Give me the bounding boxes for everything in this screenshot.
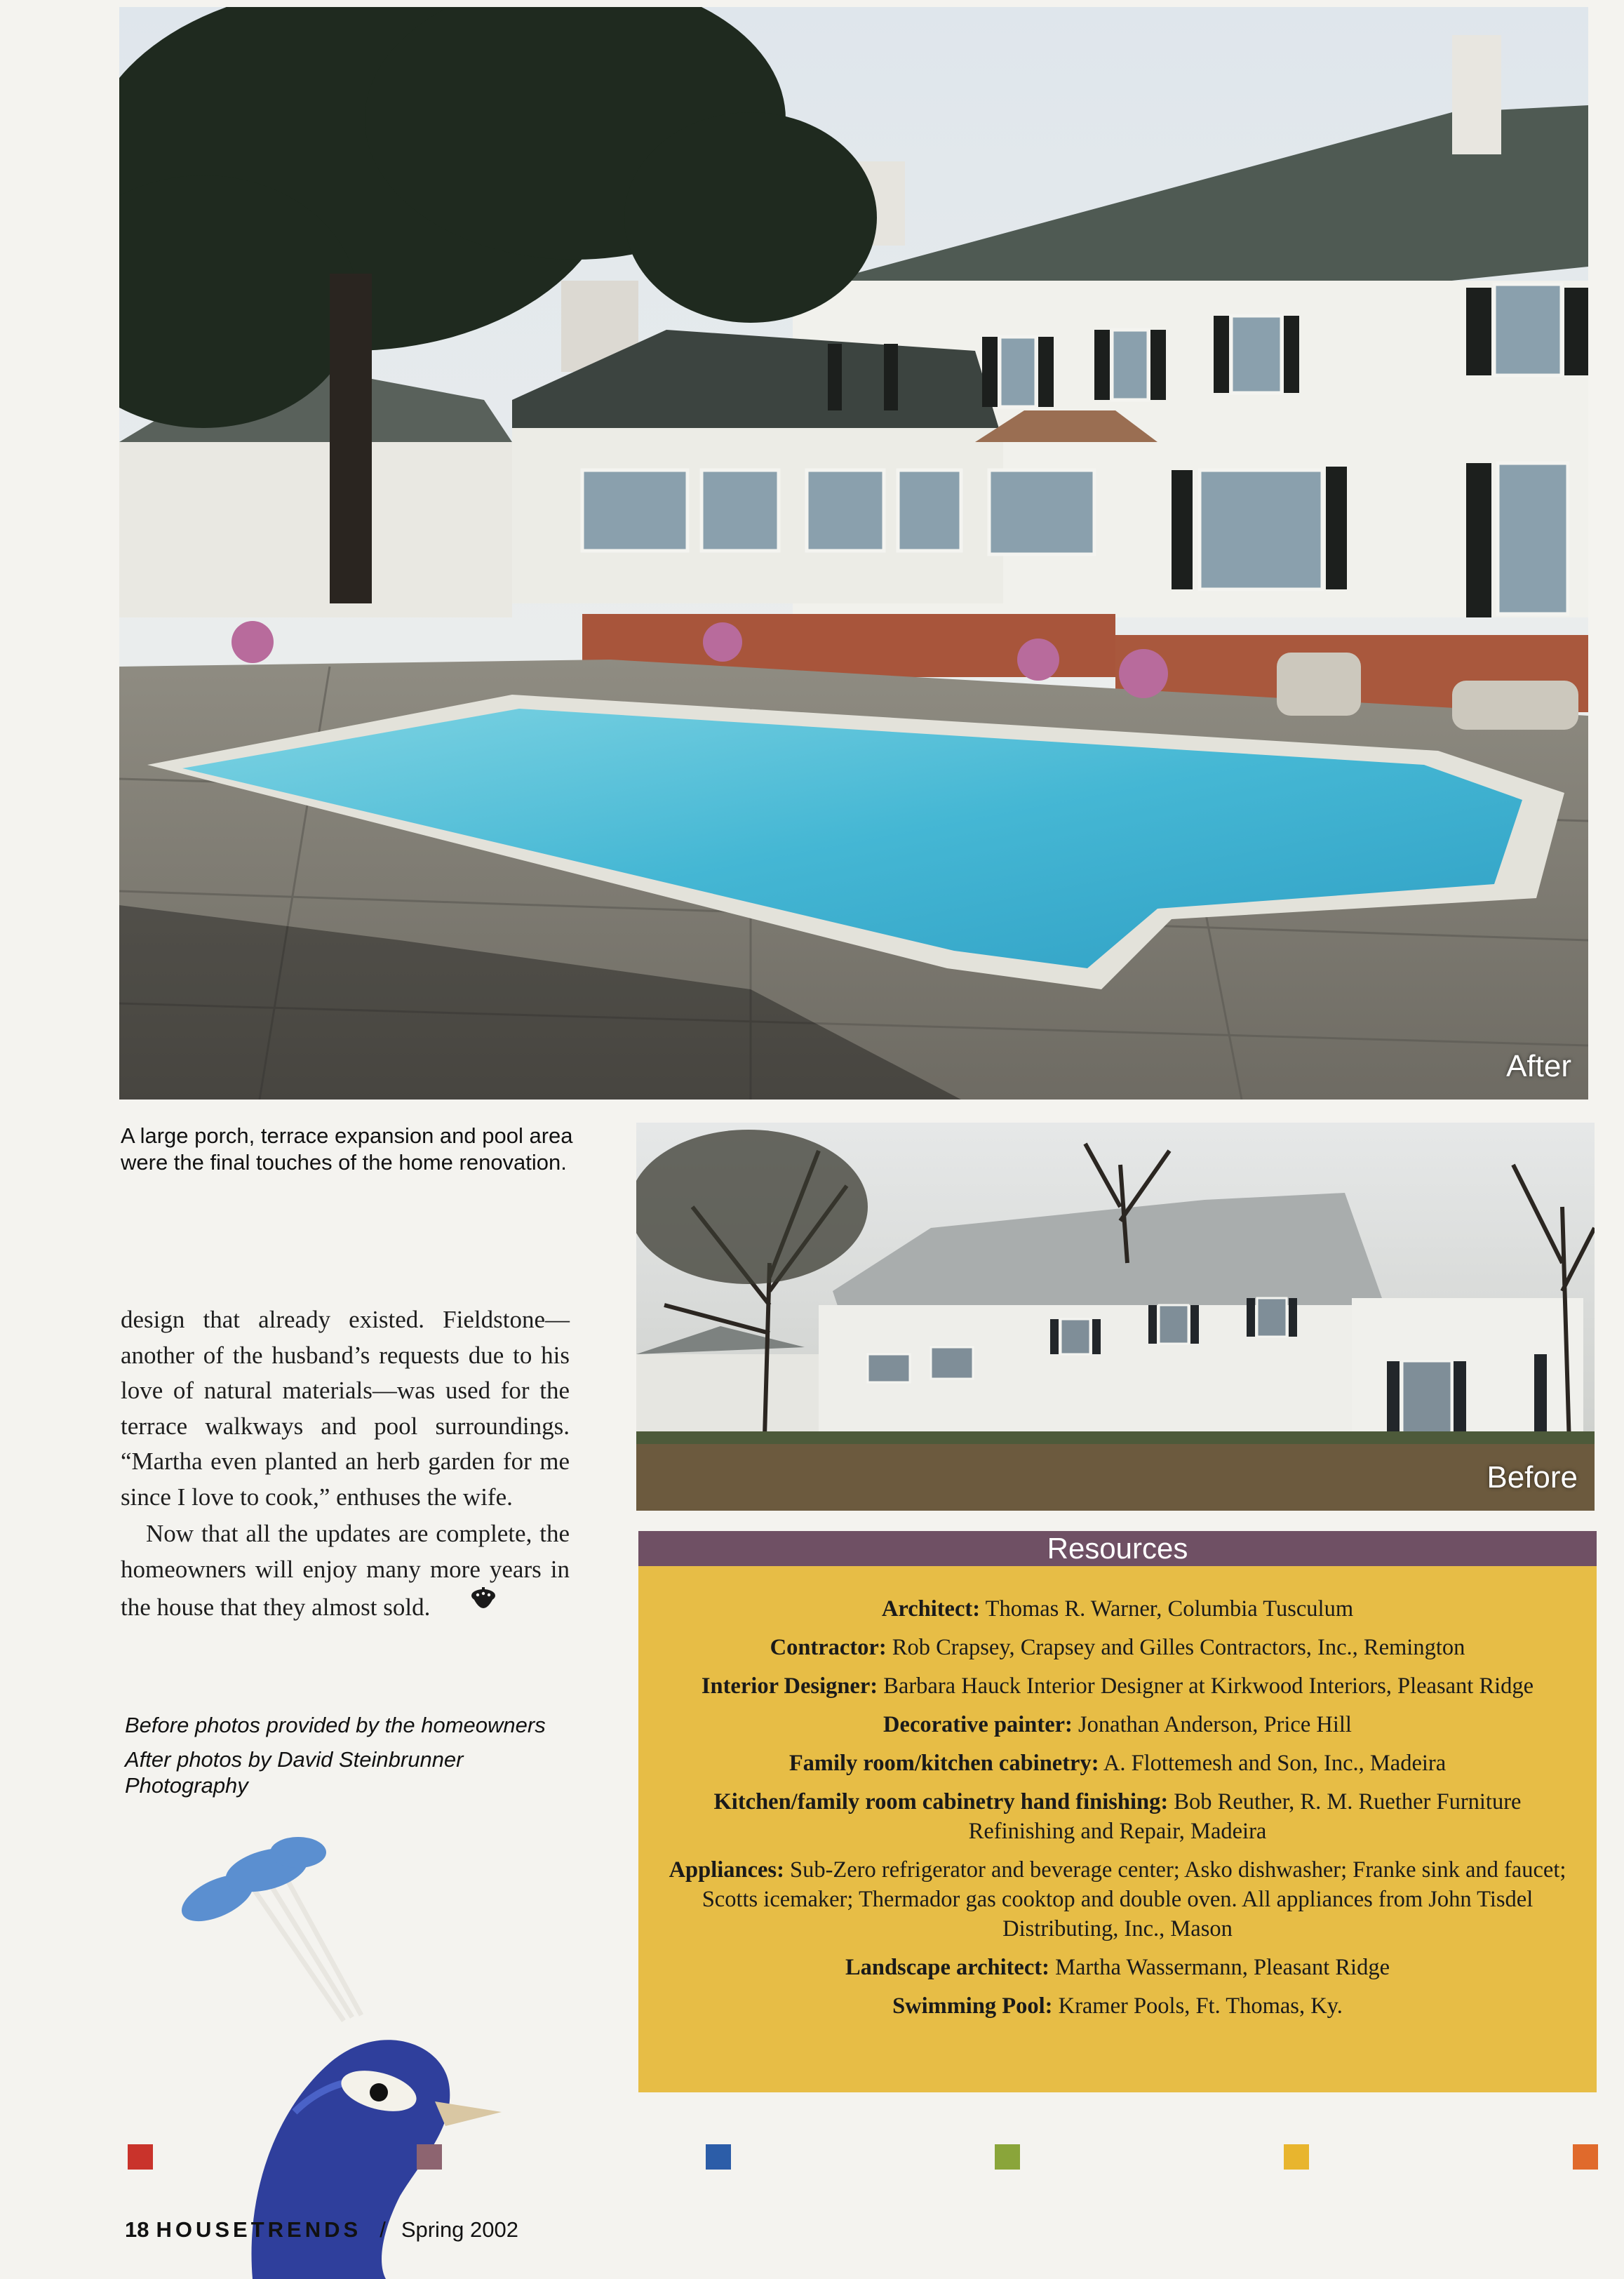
resource-value: Jonathan Anderson, Price Hill <box>1078 1712 1352 1737</box>
body-paragraph: Now that all the updates are complete, the homeowners will enjoy many more years in the house that they almost sold. <box>121 1516 570 1626</box>
resources-title: Resources <box>638 1531 1597 1566</box>
credit-after: After photos by David Steinbrunner Photography <box>125 1747 464 1798</box>
resource-value: Kramer Pools, Ft. Thomas, Ky. <box>1058 1993 1343 2019</box>
resource-item <box>659 1671 1576 1701</box>
before-photo-illustration <box>636 1123 1595 1511</box>
resource-value: Rob Crapsey, Crapsey and Gilles Contractors, Inc., Remington <box>892 1635 1465 1660</box>
after-photo-illustration <box>119 7 1588 1100</box>
credit-before: Before photos provided by the homeowners <box>125 1713 546 1737</box>
decor-square-blue <box>706 2144 731 2170</box>
before-photo <box>636 1123 1595 1511</box>
issue-date: Spring 2002 <box>401 2217 518 2242</box>
resource-value: Bob Reuther, R. M. Ruether Furniture Refinishing and Repair, Madeira <box>968 1789 1522 1844</box>
resources-list <box>638 1566 1597 2021</box>
resource-item <box>659 1787 1576 1846</box>
after-photo <box>119 7 1588 1100</box>
decor-square-green <box>995 2144 1020 2170</box>
decor-square-orange <box>1573 2144 1598 2170</box>
resource-value: Sub-Zero refrigerator and beverage center; Asko dishwasher; Franke sink and faucet; Scotts icemaker; Thermador gas cooktop and double oven. All appliances from John Tisdel Distributing, Inc., Mason <box>702 1857 1566 1942</box>
resource-role: Kitchen/family room cabinetry hand finishing: <box>713 1789 1169 1814</box>
resource-role: Family room/kitchen cabinetry: <box>788 1751 1099 1776</box>
body-paragraph: design that already existed. Fieldstone—another of the husband’s requests due to his love of natural materials—was used for the terrace walkways and pool surroundings. “Martha even planted an herb garden for me since I love to cook,” enthuses the wife. <box>121 1306 570 1511</box>
decor-square-mauve <box>417 2144 442 2170</box>
resource-role: Appliances: <box>669 1857 784 1883</box>
resource-role: Contractor: <box>770 1635 887 1660</box>
magazine-name: HOUSETRENDS <box>156 2217 362 2242</box>
resource-value: Thomas R. Warner, Columbia Tusculum <box>985 1596 1354 1622</box>
resource-item <box>659 1594 1576 1624</box>
resource-value: Barbara Hauck Interior Designer at Kirkwood Interiors, Pleasant Ridge <box>883 1673 1534 1699</box>
resource-item <box>659 1855 1576 1944</box>
article-body <box>121 1302 570 1626</box>
resource-role: Landscape architect: <box>845 1955 1049 1980</box>
acorn-icon <box>443 1587 499 1626</box>
resource-item <box>659 1710 1576 1739</box>
after-label: After <box>1506 1049 1571 1083</box>
decor-square-yellow <box>1284 2144 1309 2170</box>
before-label: Before <box>1487 1460 1578 1495</box>
page-number: 18 <box>125 2217 149 2242</box>
resource-item <box>659 1749 1576 1778</box>
decor-square-red <box>128 2144 153 2170</box>
peacock-illustration <box>168 1831 519 2279</box>
resource-item <box>659 1633 1576 1662</box>
resource-item <box>659 1991 1576 2021</box>
footer-separator: / <box>380 2217 386 2242</box>
photo-caption: A large porch, terrace expansion and pool area were the final touches of the home renovation. <box>121 1123 573 1175</box>
resource-value: Martha Wassermann, Pleasant Ridge <box>1055 1955 1390 1980</box>
resource-role: Architect: <box>881 1596 981 1622</box>
resource-value: A. Flottemesh and Son, Inc., Madeira <box>1103 1751 1447 1776</box>
resource-role: Swimming Pool: <box>892 1993 1053 2019</box>
photo-credits <box>125 1712 574 1807</box>
resource-item <box>659 1953 1576 1982</box>
page-footer <box>125 2217 518 2243</box>
resource-role: Decorative painter: <box>883 1712 1073 1737</box>
resource-role: Interior Designer: <box>701 1673 878 1699</box>
resources-box <box>638 1531 1597 2092</box>
